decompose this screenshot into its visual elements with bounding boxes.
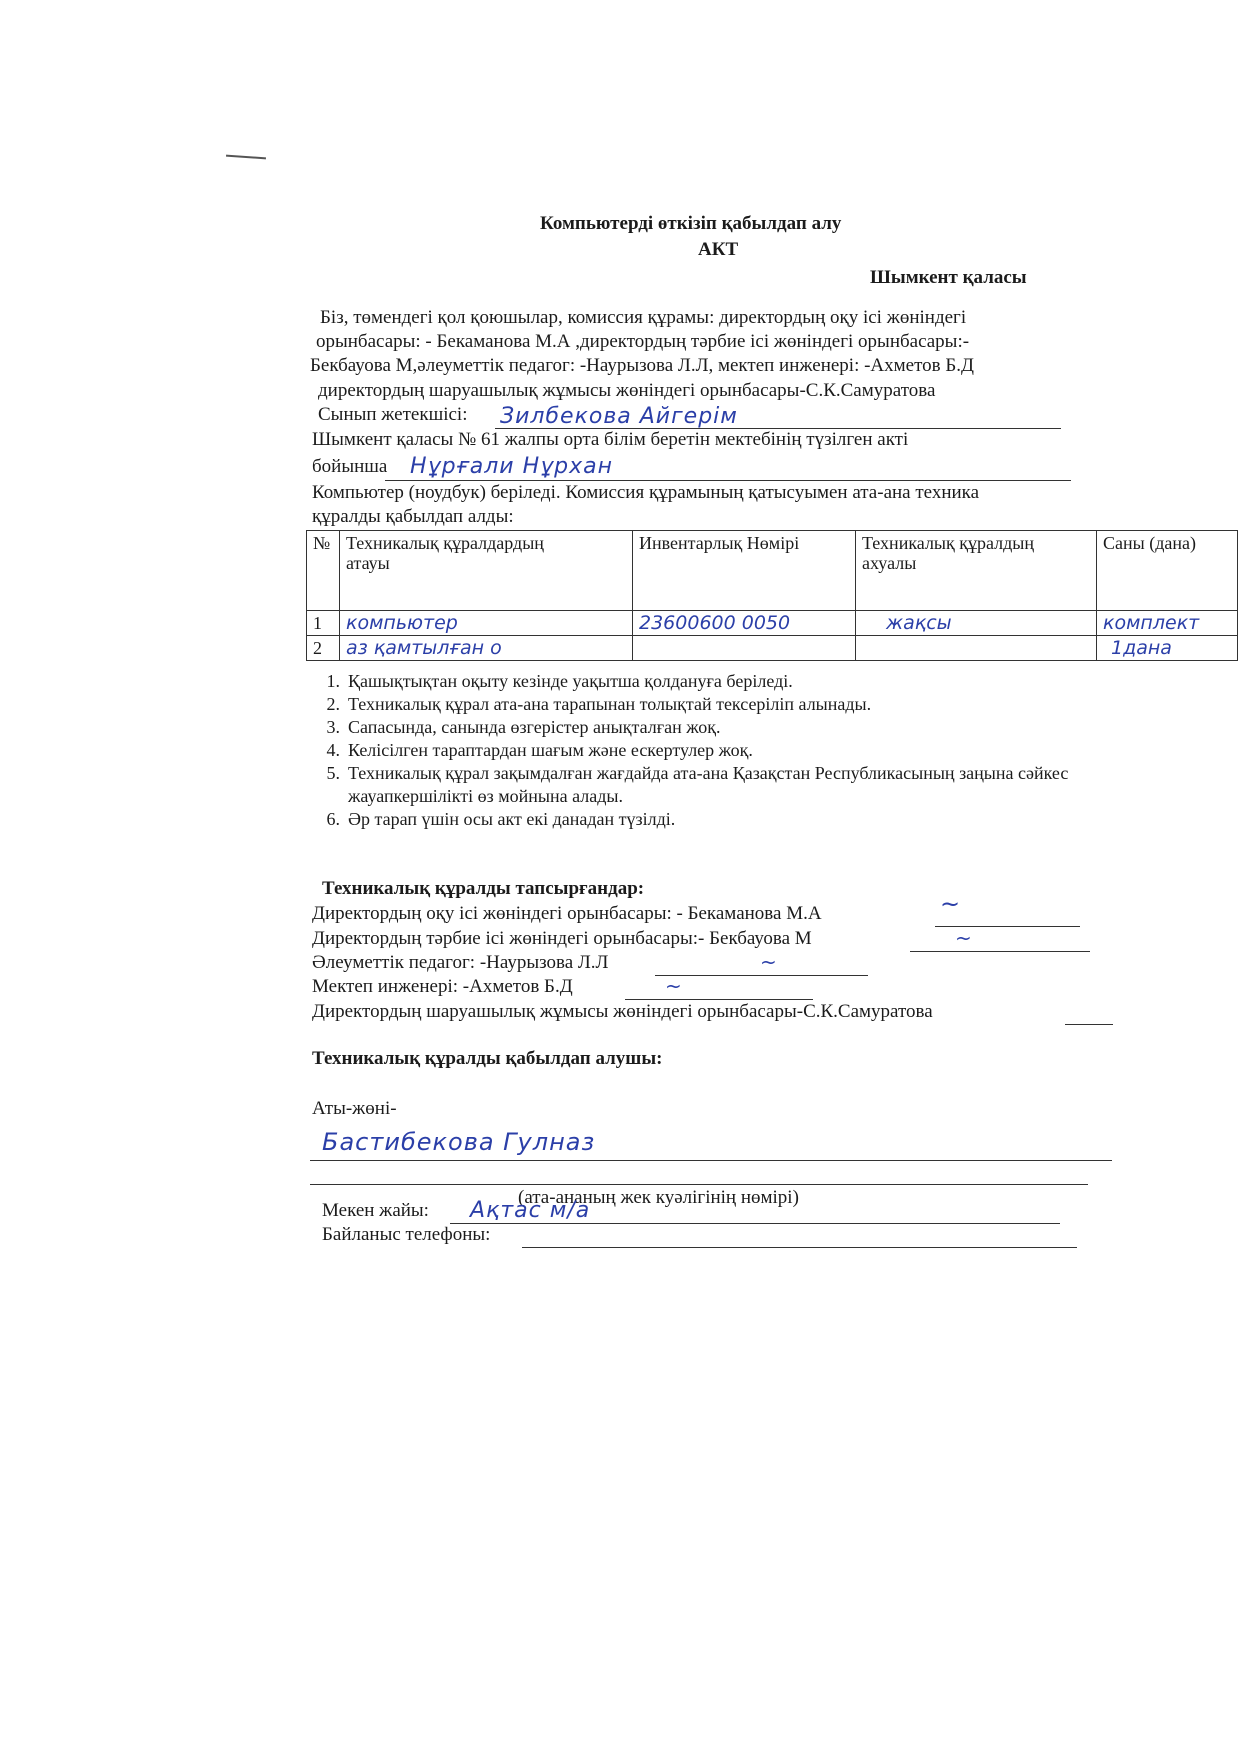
- equipment-table: [306, 530, 1238, 661]
- school-line: Шымкент қаласы № 61 жалпы орта білім беретін мектебінің түзілген акті: [312, 429, 909, 450]
- handover-heading: Техникалық құралды тапсырғандар:: [322, 878, 645, 899]
- according-label: бойынша: [312, 456, 388, 477]
- list-item: 2. Техникалық құрал ата-ана тарапынан толықтай тексеріліп алынады.: [326, 694, 872, 714]
- handover-line-2: Директордың тәрбие ісі жөніндегі орынбасары:- Бекбауова М: [312, 928, 812, 949]
- intro-line-2: орынбасары: - Бекаманова М.А ,директордың тәрбие ісі жөніндегі орынбасары:-: [316, 331, 970, 352]
- signature-3-mark: ~: [760, 950, 777, 974]
- according-underline: [385, 480, 1071, 481]
- receiver-phone-label: Байланыс телефоны:: [322, 1224, 491, 1245]
- receiver-name-value: Бастибекова Гулназ: [322, 1128, 596, 1156]
- list-item: 6. Әр тарап үшін осы акт екі данадан түзілді.: [326, 809, 676, 829]
- receiver-phone-underline: [522, 1247, 1077, 1248]
- row-2-inventory: [633, 636, 856, 661]
- list-item: 3. Сапасында, санында өзгерістер анықталған жоқ.: [326, 717, 721, 737]
- table-row: [307, 636, 1238, 661]
- receiver-address-label: Мекен жайы:: [322, 1200, 429, 1221]
- receiver-heading: Техникалық құралды қабылдап алушы:: [312, 1048, 663, 1069]
- according-value: Нұрғали Нұрхан: [410, 454, 614, 479]
- header-qty: Саны (дана): [1097, 531, 1238, 611]
- header-inventory: Инвентарлық Нөмірі: [633, 531, 856, 611]
- signature-1-mark: ~: [940, 890, 961, 918]
- list-item: 1. Қашықтықтан оқыту кезінде уақытша қолдануға беріледі.: [326, 671, 793, 691]
- stray-pen-mark: [226, 155, 266, 160]
- list-item: 4. Келісілген тараптардан шағым және ескертулер жоқ.: [326, 740, 753, 760]
- handover-line-2-underline: [910, 951, 1090, 952]
- row-2-qty: 1дана: [1097, 636, 1238, 661]
- handover-line-1: Директордың оқу ісі жөніндегі орынбасары: - Бекаманова М.А: [312, 903, 822, 924]
- conditions-list: [310, 670, 1110, 831]
- receiver-name-underline: [310, 1160, 1112, 1161]
- computer-line: Компьютер (ноудбук) беріледі. Комиссия құрамының қатысуымен ата-ана техника: [312, 482, 980, 503]
- signature-4-mark: ~: [665, 974, 682, 998]
- intro-line-1: Біз, төмендегі қол қоюшылар, комиссия құрамы: директордың оқу ісі жөніндегі: [320, 307, 967, 328]
- handover-line-3: Әлеуметтік педагог: -Наурызова Л.Л: [312, 952, 609, 973]
- doc-title: Компьютерді өткізіп қабылдап алу: [540, 213, 842, 234]
- header-name: Техникалық құралдардың атауы: [340, 531, 633, 611]
- handover-line-4-underline: [625, 999, 813, 1000]
- row-2-state: [856, 636, 1097, 661]
- row-1-qty: комплект: [1097, 611, 1238, 636]
- table-row: [307, 611, 1238, 636]
- class-teacher-value: Зилбекова Айгерім: [500, 404, 738, 429]
- doc-city: Шымкент қаласы: [870, 267, 1027, 288]
- receiver-address-value: Ақтас м/а: [470, 1198, 591, 1223]
- row-2-name: аз қамтылған о: [340, 636, 633, 661]
- receiver-name-label: Аты-жөні-: [312, 1098, 397, 1119]
- row-1-state: жақсы: [856, 611, 1097, 636]
- table-header-row: [307, 531, 1238, 611]
- receiver-id-note: (ата-ананың жек куәлігінің нөмірі): [518, 1187, 799, 1208]
- handover-line-5-underline: [1065, 1024, 1113, 1025]
- intro-line-3: Бекбауова М,әлеуметтік педагог: -Наурызова Л.Л, мектеп инженері: -Ахметов Б.Д: [310, 355, 974, 376]
- receiver-id-underline: [310, 1184, 1088, 1185]
- row-1-no: 1: [307, 611, 340, 636]
- row-2-no: 2: [307, 636, 340, 661]
- handover-line-3-underline: [655, 975, 868, 976]
- accepted-line: құралды қабылдап алды:: [312, 506, 514, 527]
- header-no: №: [307, 531, 340, 611]
- intro-line-4: директордың шаруашылық жұмысы жөніндегі орынбасары-С.К.Самуратова: [318, 380, 936, 401]
- class-teacher-label: Сынып жетекшісі:: [318, 404, 468, 425]
- row-1-name: компьютер: [340, 611, 633, 636]
- handover-line-4: Мектеп инженері: -Ахметов Б.Д: [312, 976, 573, 997]
- handover-line-5: Директордың шаруашылық жұмысы жөніндегі орынбасары-С.К.Самуратова: [312, 1001, 933, 1022]
- signature-2-mark: ~: [955, 926, 972, 950]
- doc-title-act: АКТ: [698, 239, 739, 260]
- list-item: 5. Техникалық құрал зақымдалған жағдайда ата-ана Қазақстан Республикасының заңына сәйкес жауапкершілікті өз мойнына алады.: [326, 763, 1069, 806]
- header-state: Техникалық құралдың ахуалы: [856, 531, 1097, 611]
- receiver-address-underline: [450, 1223, 1060, 1224]
- row-1-inventory: 23600600 0050: [633, 611, 856, 636]
